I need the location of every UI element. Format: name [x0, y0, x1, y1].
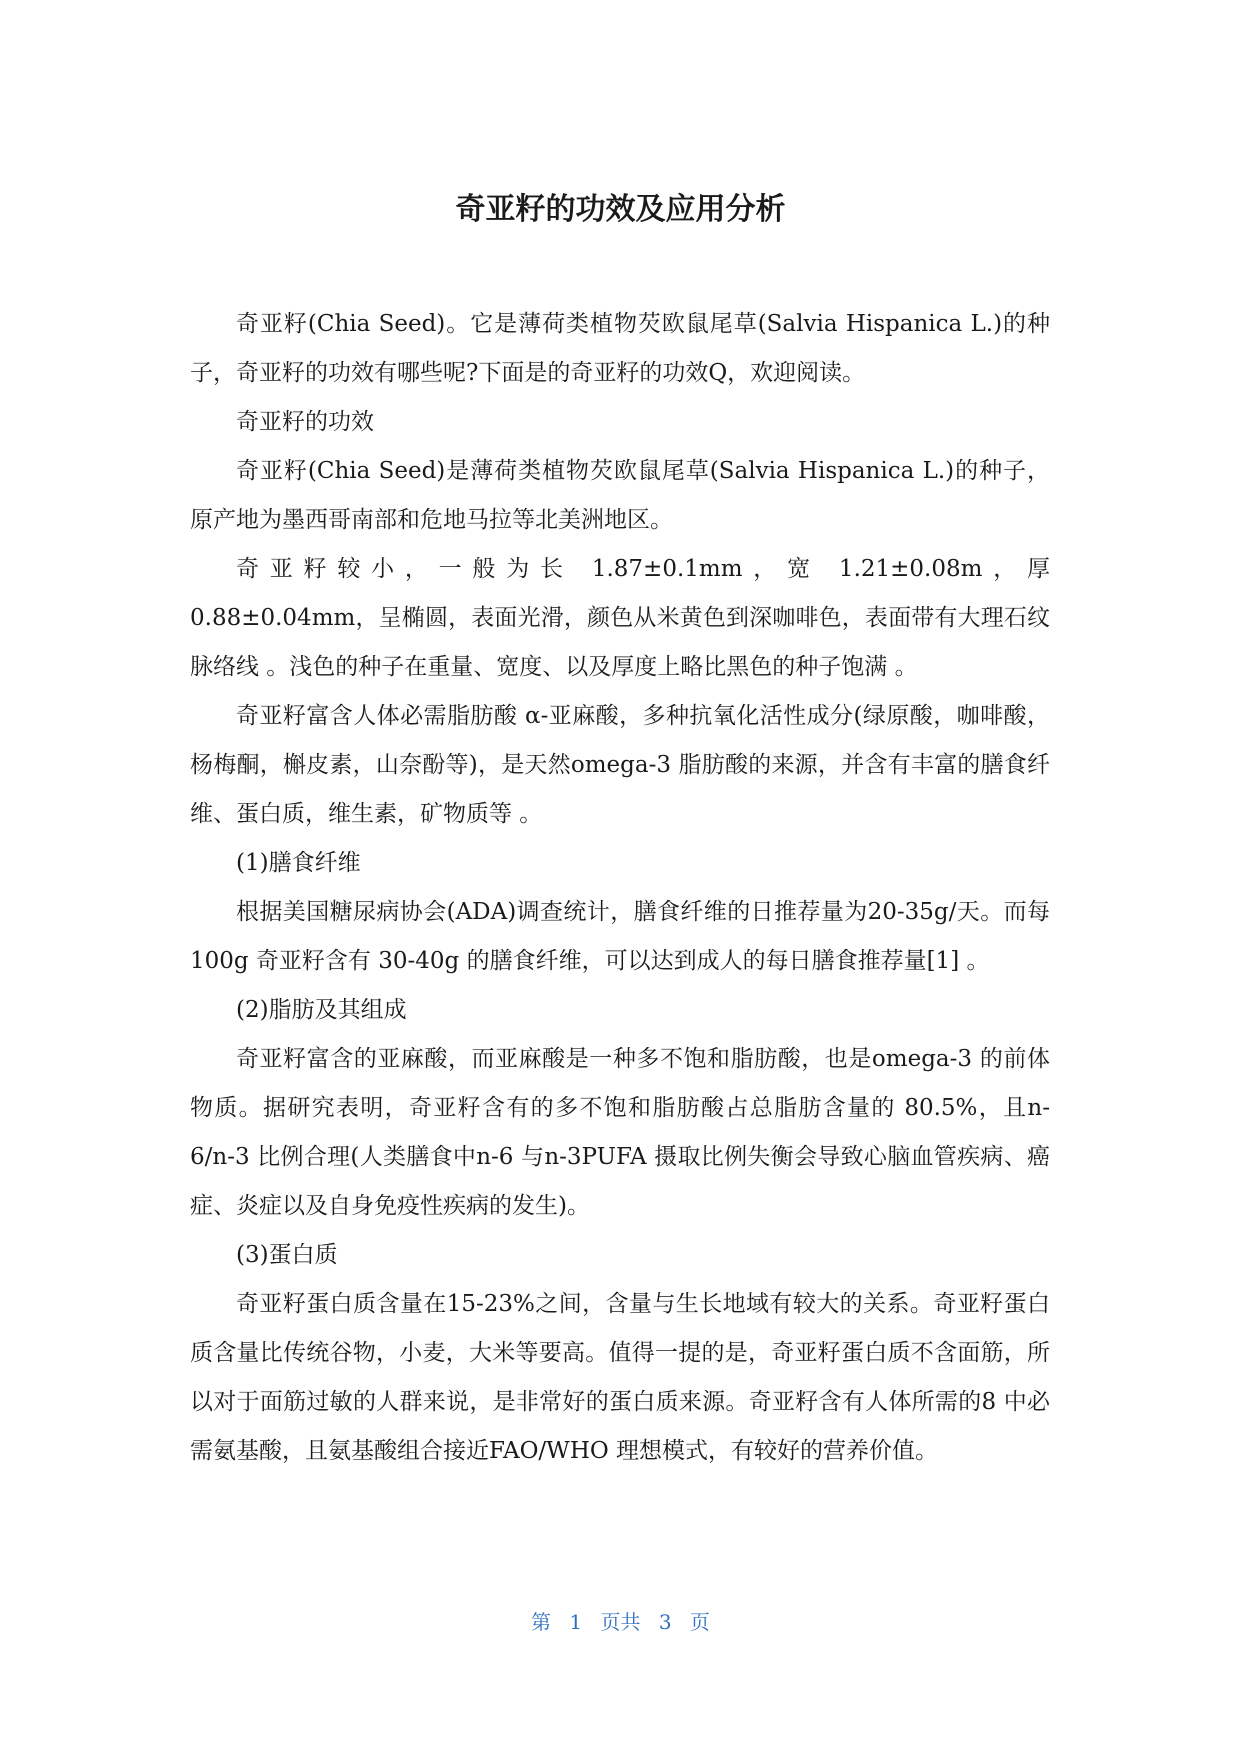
document-body — [190, 300, 1050, 1476]
paragraph-protein: 奇亚籽蛋白质含量在15-23%之间，含量与生长地域有较大的关系。奇亚籽蛋白质含量比传统谷物，小麦，大米等要高。值得一提的是，奇亚籽蛋白质不含面筋，所以对于面筋过敏的人群来说，是非常好的蛋白质来源。奇亚籽含有人体所需的8 中必需氨基酸，且氨基酸组合接近FAO/WHO 理想模式，有较好的营养价值。 — [190, 1291, 1050, 1464]
paragraph-seed-size: 奇亚籽较小，一般为长 1.87±0.1mm，宽 1.21±0.08m，厚 0.88±0.04mm，呈椭圆，表面光滑，颜色从米黄色到深咖啡色，表面带有大理石纹脉络线 。浅色的种子在重量、宽度、以及厚度上略比黑色的种子饱满 。 — [190, 556, 1050, 680]
paragraph-dietary-fiber: 根据美国糖尿病协会(ADA)调查统计，膳食纤维的日推荐量为20-35g/天。而每 100g 奇亚籽含有 30-40g 的膳食纤维，可以达到成人的每日膳食推荐量[1] 。 — [190, 899, 1050, 974]
paragraph-nutrients: 奇亚籽富含人体必需脂肪酸 α-亚麻酸，多种抗氧化活性成分(绿原酸，咖啡酸，杨梅酮，槲皮素，山奈酚等)，是天然omega-3 脂肪酸的来源，并含有丰富的膳食纤维、蛋白质，维生素，矿物质等 。 — [190, 703, 1050, 827]
subheading-fat: (2)脂肪及其组成 — [236, 997, 407, 1023]
section-heading-efficacy: 奇亚籽的功效 — [236, 409, 374, 435]
document-title: 奇亚籽的功效及应用分析 — [455, 192, 786, 227]
subheading-dietary-fiber: (1)膳食纤维 — [236, 850, 361, 876]
paragraph-fat: 奇亚籽富含的亚麻酸，而亚麻酸是一种多不饱和脂肪酸，也是omega-3 的前体物质。据研究表明，奇亚籽含有的多不饱和脂肪酸占总脂肪含量的 80.5%，且n-6/n-3 比例合理(人类膳食中n-6 与n-3PUFA 摄取比例失衡会导致心脑血管疾病、癌症、炎症以及自身免疫性疾病的发生)。 — [190, 1046, 1050, 1219]
subheading-protein: (3)蛋白质 — [236, 1242, 338, 1268]
paragraph-origin: 奇亚籽(Chia Seed)是薄荷类植物芡欧鼠尾草(Salvia Hispanica L.)的种子，原产地为墨西哥南部和危地马拉等北美洲地区。 — [190, 458, 1050, 533]
paragraph-intro: 奇亚籽(Chia Seed)。它是薄荷类植物芡欧鼠尾草(Salvia Hispanica L.)的种子，奇亚籽的功效有哪些呢?下面是的奇亚籽的功效Q，欢迎阅读。 — [190, 311, 1050, 386]
page-number-footer: 第 1 页共 3 页 — [531, 1610, 710, 1634]
